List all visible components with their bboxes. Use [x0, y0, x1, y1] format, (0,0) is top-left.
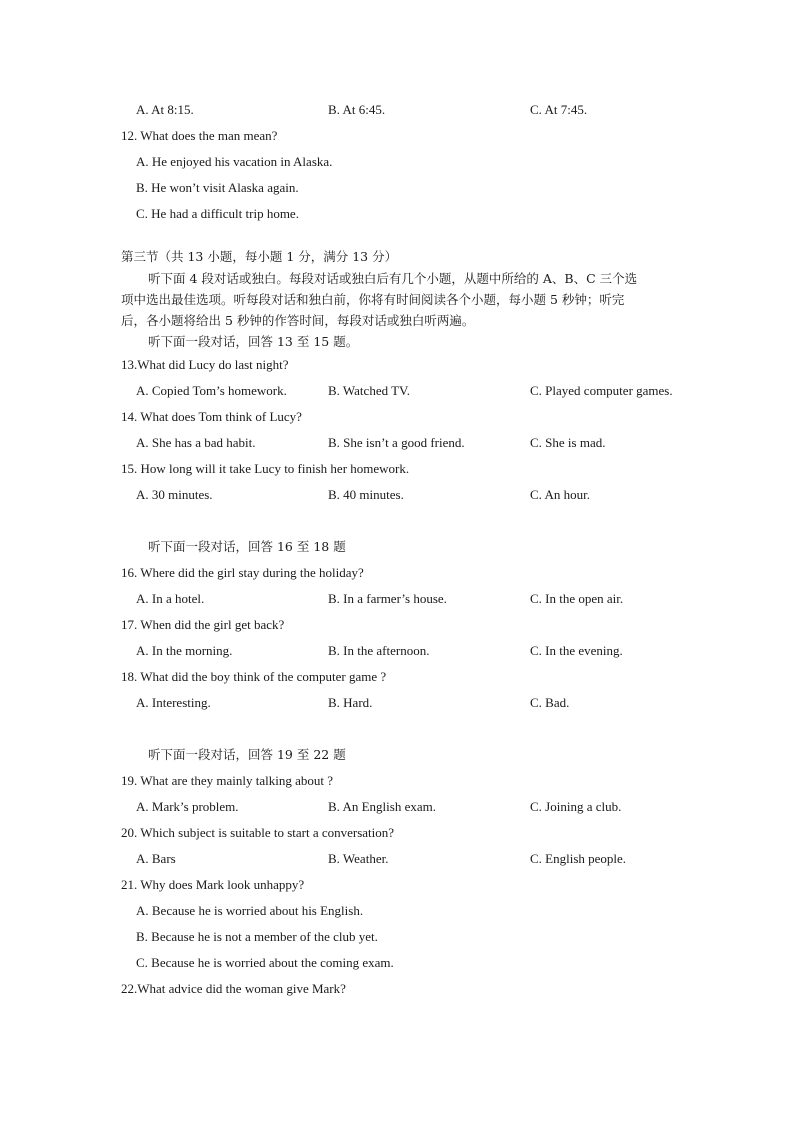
q21-option-a: A. Because he is worried about his English.: [136, 903, 364, 918]
q13-question: 13.What did Lucy do last night?: [121, 357, 289, 372]
q14-option-b: B. She isn’t a good friend.: [328, 435, 465, 450]
q15-option-b: B. 40 minutes.: [328, 487, 404, 502]
q15-question: 15. How long will it take Lucy to finish her homework.: [121, 461, 410, 476]
section-instruction-line-3: 后，各小题将给出 5 秒钟的作答时间，每段对话或独白听两遍。: [121, 313, 475, 328]
section-heading: 第三节（共 13 小题，每小题 1 分，满分 13 分）: [121, 249, 398, 264]
q21-option-c: C. Because he is worried about the coming exam.: [136, 955, 394, 970]
q19-option-c: C. Joining a club.: [530, 799, 622, 814]
section-instruction-line-2: 项中选出最佳选项。听每段对话和独白前，你将有时间阅读各个小题，每小题 5 秒钟；听完: [121, 292, 625, 307]
q14-question: 14. What does Tom think of Lucy?: [121, 409, 302, 424]
q12-option-a: A. He enjoyed his vacation in Alaska.: [136, 154, 333, 169]
q21-option-b: B. Because he is not a member of the club yet.: [136, 929, 378, 944]
q16-question: 16. Where did the girl stay during the holiday?: [121, 565, 364, 580]
q17-option-c: C. In the evening.: [530, 643, 623, 658]
q12-question: 12. What does the man mean?: [121, 128, 278, 143]
q14-option-c: C. She is mad.: [530, 435, 606, 450]
q13-option-b: B. Watched TV.: [328, 383, 411, 398]
q16-option-c: C. In the open air.: [530, 591, 624, 606]
q18-option-a: A. Interesting.: [136, 695, 211, 710]
section-instruction-line-1: 听下面 4 段对话或独白。每段对话或独白后有几个小题，从题中所给的 A、B、C 三个选: [148, 271, 638, 286]
q18-option-c: C. Bad.: [530, 695, 570, 710]
q11-option-b: B. At 6:45.: [328, 102, 386, 117]
q18-option-b: B. Hard.: [328, 695, 373, 710]
q20-question: 20. Which subject is suitable to start a conversation?: [121, 825, 395, 840]
q15-option-c: C. An hour.: [530, 487, 590, 502]
q17-question: 17. When did the girl get back?: [121, 617, 285, 632]
q14-option-a: A. She has a bad habit.: [136, 435, 256, 450]
q19-option-b: B. An English exam.: [328, 799, 436, 814]
group-intro-16-18: 听下面一段对话，回答 16 至 18 题: [148, 539, 346, 554]
group-intro-19-22: 听下面一段对话，回答 19 至 22 题: [148, 747, 346, 762]
q19-option-a: A. Mark’s problem.: [136, 799, 239, 814]
q15-option-a: A. 30 minutes.: [136, 487, 213, 502]
q11-option-a: A. At 8:15.: [136, 102, 194, 117]
q18-question: 18. What did the boy think of the computer game ?: [121, 669, 387, 684]
q12-option-b: B. He won’t visit Alaska again.: [136, 180, 299, 195]
q13-option-c: C. Played computer games.: [530, 383, 673, 398]
q19-question: 19. What are they mainly talking about ?: [121, 773, 334, 788]
q20-option-a: A. Bars: [136, 851, 176, 866]
q22-question: 22.What advice did the woman give Mark?: [121, 981, 346, 996]
q13-option-a: A. Copied Tom’s homework.: [136, 383, 287, 398]
q12-option-c: C. He had a difficult trip home.: [136, 206, 299, 221]
q20-option-b: B. Weather.: [328, 851, 389, 866]
q17-option-a: A. In the morning.: [136, 643, 233, 658]
q16-option-b: B. In a farmer’s house.: [328, 591, 447, 606]
q17-option-b: B. In the afternoon.: [328, 643, 430, 658]
q11-option-c: C. At 7:45.: [530, 102, 588, 117]
q20-option-c: C. English people.: [530, 851, 627, 866]
q16-option-a: A. In a hotel.: [136, 591, 205, 606]
q21-question: 21. Why does Mark look unhappy?: [121, 877, 305, 892]
group-intro-13-15: 听下面一段对话，回答 13 至 15 题。: [148, 334, 359, 349]
